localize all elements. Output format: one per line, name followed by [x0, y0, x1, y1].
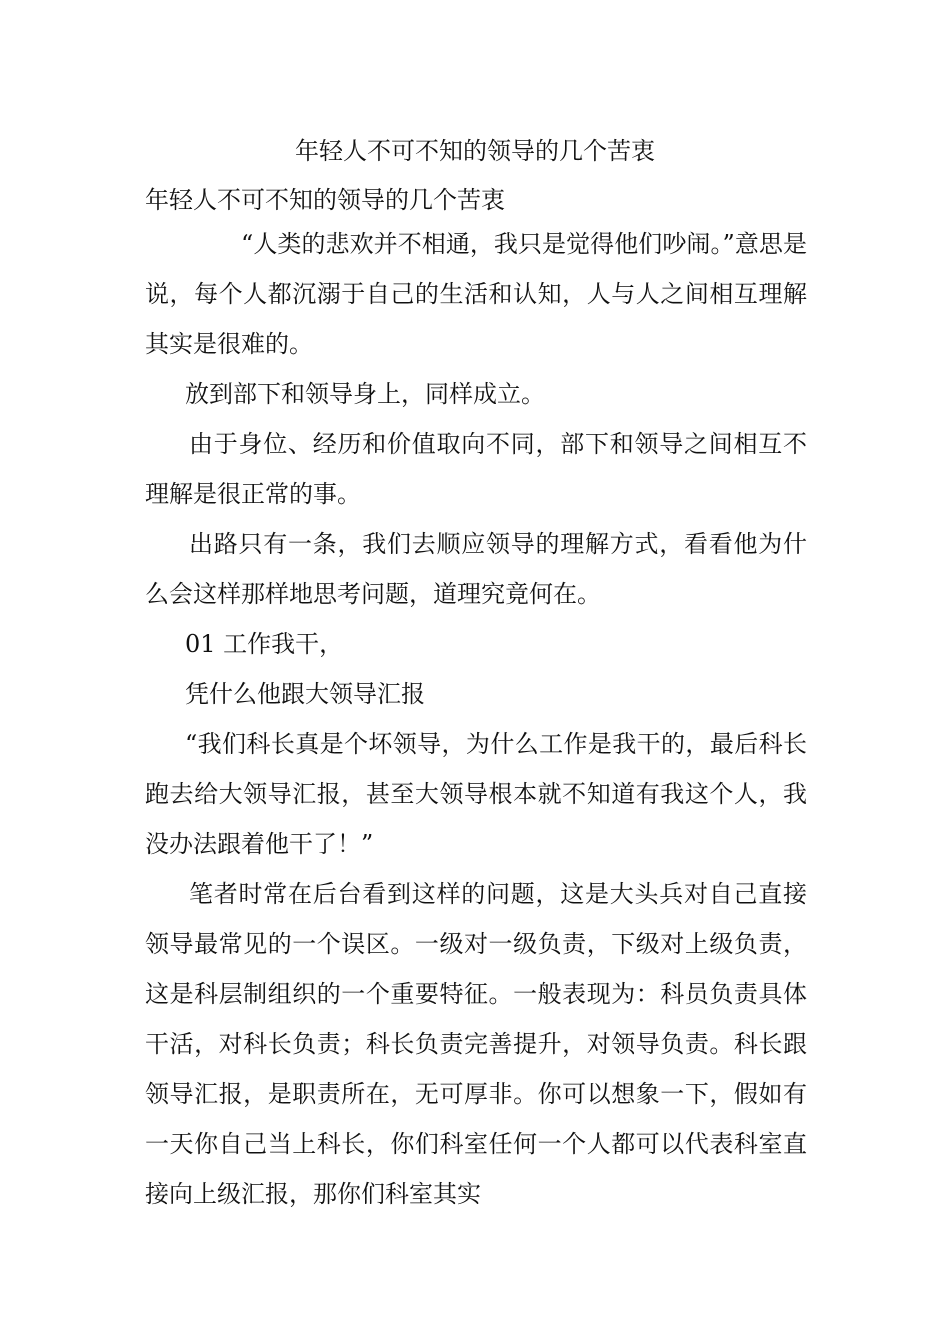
section-heading-01-line2: 凭什么他跟大领导汇报 — [185, 680, 425, 708]
paragraph-5: 笔者时常在后台看到这样的问题，这是大头兵对自己直接领导最常见的一个误区。一级对一级负责，下级对上级负责，这是科层制组织的一个重要特征。一般表现为：科员负责具体干活，对科长负责；科长负责完善提升，对领导负责。科长跟领导汇报，是职责所在，无可厚非。你可以想象一下，假如有一天你自己当上科长，你们科室任何一个人都可以代表科室直接向上级汇报，那你们科室其实 — [145, 880, 807, 1208]
section-heading-01: 01 工作我干， — [185, 630, 344, 658]
document-title: 年轻人不可不知的领导的几个苦衷 — [295, 137, 655, 165]
paragraph-quote: “我们科长真是个坏领导，为什么工作是我干的，最后科长跑去给大领导汇报，甚至大领导根本就不知道有我这个人，我没办法跟着他干了！” — [145, 730, 807, 858]
document-subtitle: 年轻人不可不知的领导的几个苦衷 — [145, 186, 505, 214]
paragraph-4: 出路只有一条，我们去顺应领导的理解方式，看看他为什么会这样那样地思考问题，道理究竟何在。 — [145, 530, 807, 608]
document-body — [145, 181, 807, 1219]
paragraph-2: 放到部下和领导身上，同样成立。 — [185, 380, 545, 408]
paragraph-3: 由于身位、经历和价值取向不同，部下和领导之间相互不理解是很正常的事。 — [145, 430, 807, 508]
paragraph-1: “人类的悲欢并不相通，我只是觉得他们吵闹。”意思是说，每个人都沉溺于自己的生活和认知，人与人之间相互理解其实是很难的。 — [145, 230, 807, 358]
